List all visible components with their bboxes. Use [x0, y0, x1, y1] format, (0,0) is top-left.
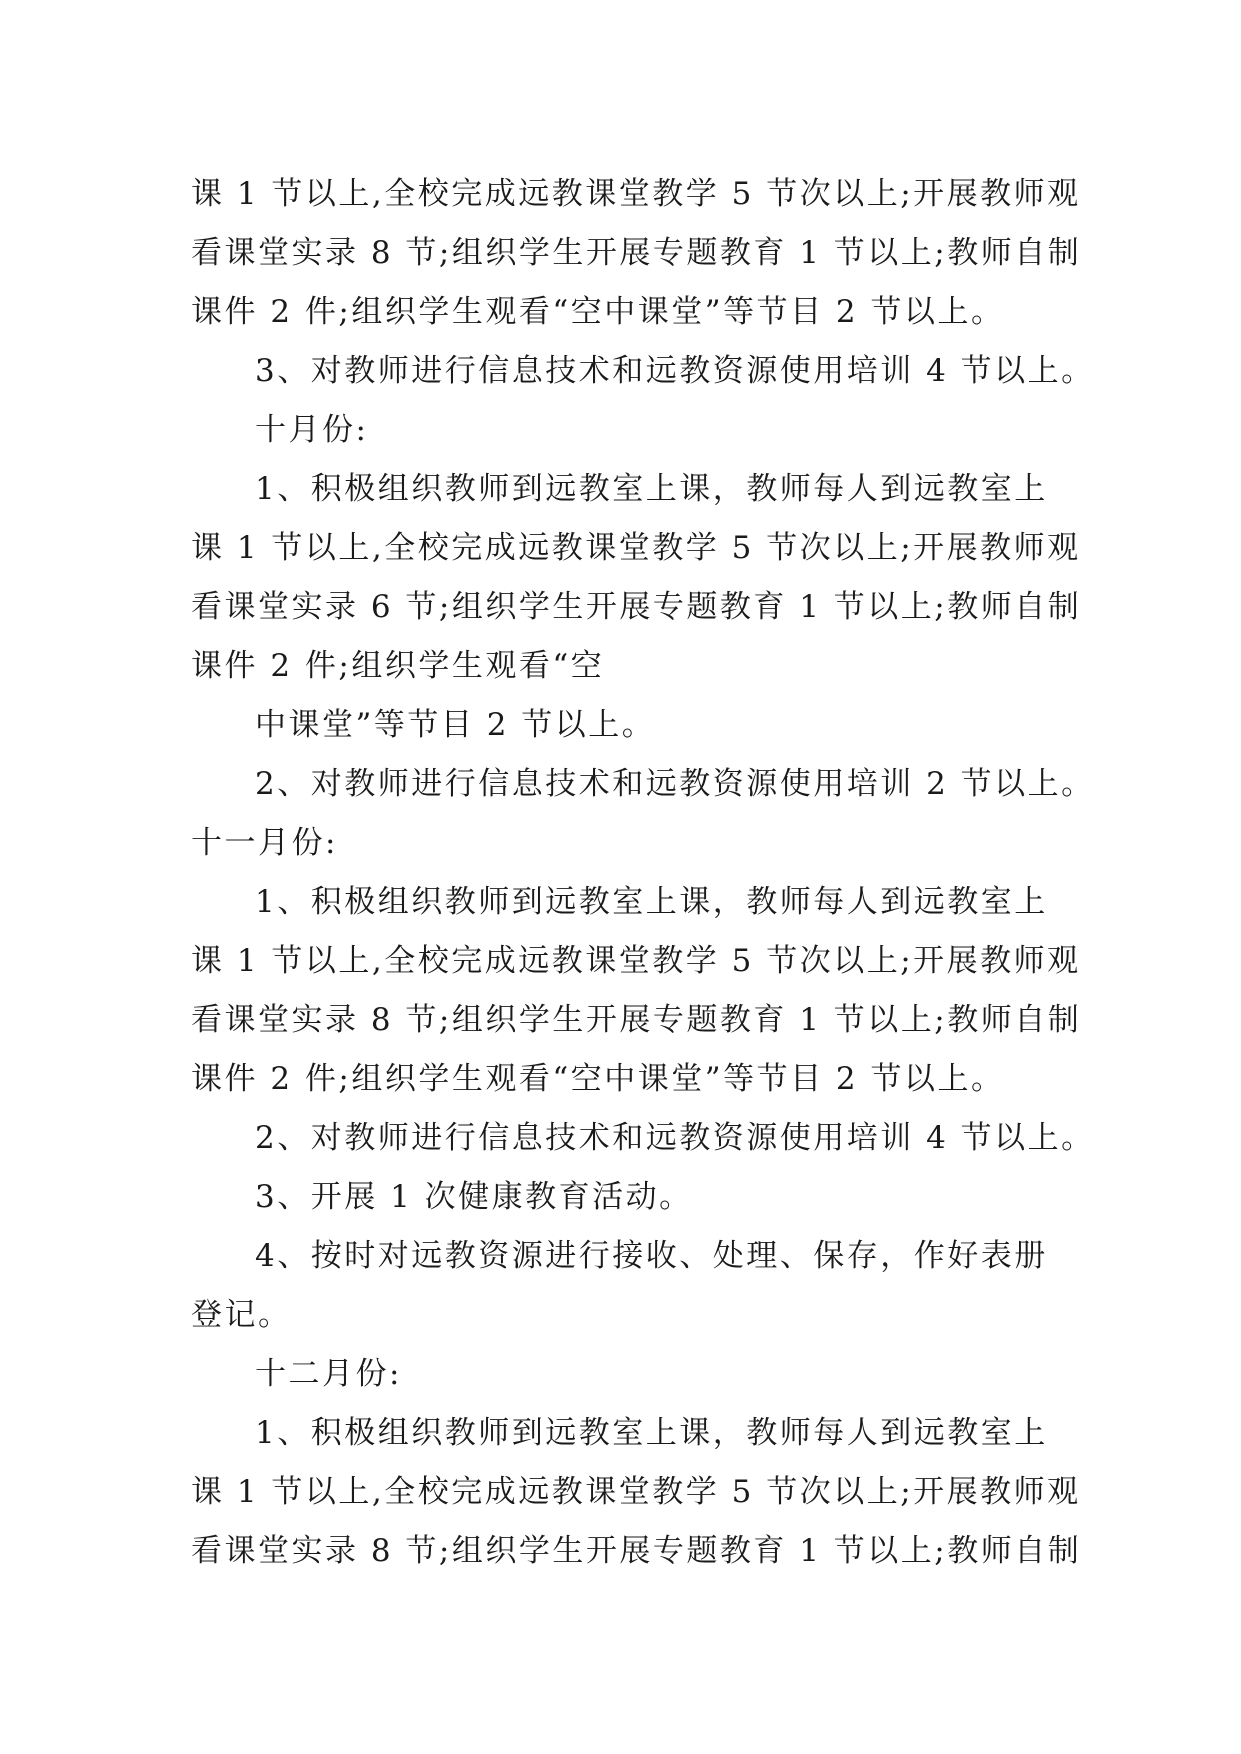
text-line: 2、对教师进行信息技术和远教资源使用培训 4 节以上。	[255, 1120, 1095, 1156]
text-line: 课件 2 件;组织学生观看“空中课堂”等节目 2 节以上。	[191, 294, 1005, 330]
text-line: 3、对教师进行信息技术和远教资源使用培训 4 节以上。	[255, 353, 1095, 389]
text-line: 课件 2 件;组织学生观看“空	[191, 648, 605, 684]
section-heading-october: 十月份:	[255, 412, 369, 448]
text-line: 登记。	[191, 1297, 292, 1333]
text-line: 看课堂实录 6 节;组织学生开展专题教育 1 节以上;教师自制	[191, 589, 1082, 625]
text-line: 4、按时对远教资源进行接收、处理、保存，作好表册	[255, 1238, 1048, 1274]
section-heading-november: 十一月份:	[191, 825, 338, 861]
text-line: 1、积极组织教师到远教室上课，教师每人到远教室上	[255, 471, 1048, 507]
text-line: 课 1 节以上,全校完成远教课堂教学 5 节次以上;开展教师观	[191, 943, 1081, 979]
text-line: 1、积极组织教师到远教室上课，教师每人到远教室上	[255, 1415, 1048, 1451]
text-line: 课 1 节以上,全校完成远教课堂教学 5 节次以上;开展教师观	[191, 176, 1081, 212]
text-line: 1、积极组织教师到远教室上课，教师每人到远教室上	[255, 884, 1048, 920]
text-line: 看课堂实录 8 节;组织学生开展专题教育 1 节以上;教师自制	[191, 1002, 1082, 1038]
text-line: 看课堂实录 8 节;组织学生开展专题教育 1 节以上;教师自制	[191, 1533, 1082, 1569]
text-line: 2、对教师进行信息技术和远教资源使用培训 2 节以上。	[255, 766, 1095, 802]
text-line: 课 1 节以上,全校完成远教课堂教学 5 节次以上;开展教师观	[191, 1474, 1081, 1510]
document-body	[191, 165, 1095, 1581]
text-line: 3、开展 1 次健康教育活动。	[255, 1179, 693, 1215]
text-line: 中课堂”等节目 2 节以上。	[255, 707, 656, 743]
section-heading-december: 十二月份:	[255, 1356, 402, 1392]
text-line: 课 1 节以上,全校完成远教课堂教学 5 节次以上;开展教师观	[191, 530, 1081, 566]
text-line: 看课堂实录 8 节;组织学生开展专题教育 1 节以上;教师自制	[191, 235, 1082, 271]
text-line: 课件 2 件;组织学生观看“空中课堂”等节目 2 节以上。	[191, 1061, 1005, 1097]
